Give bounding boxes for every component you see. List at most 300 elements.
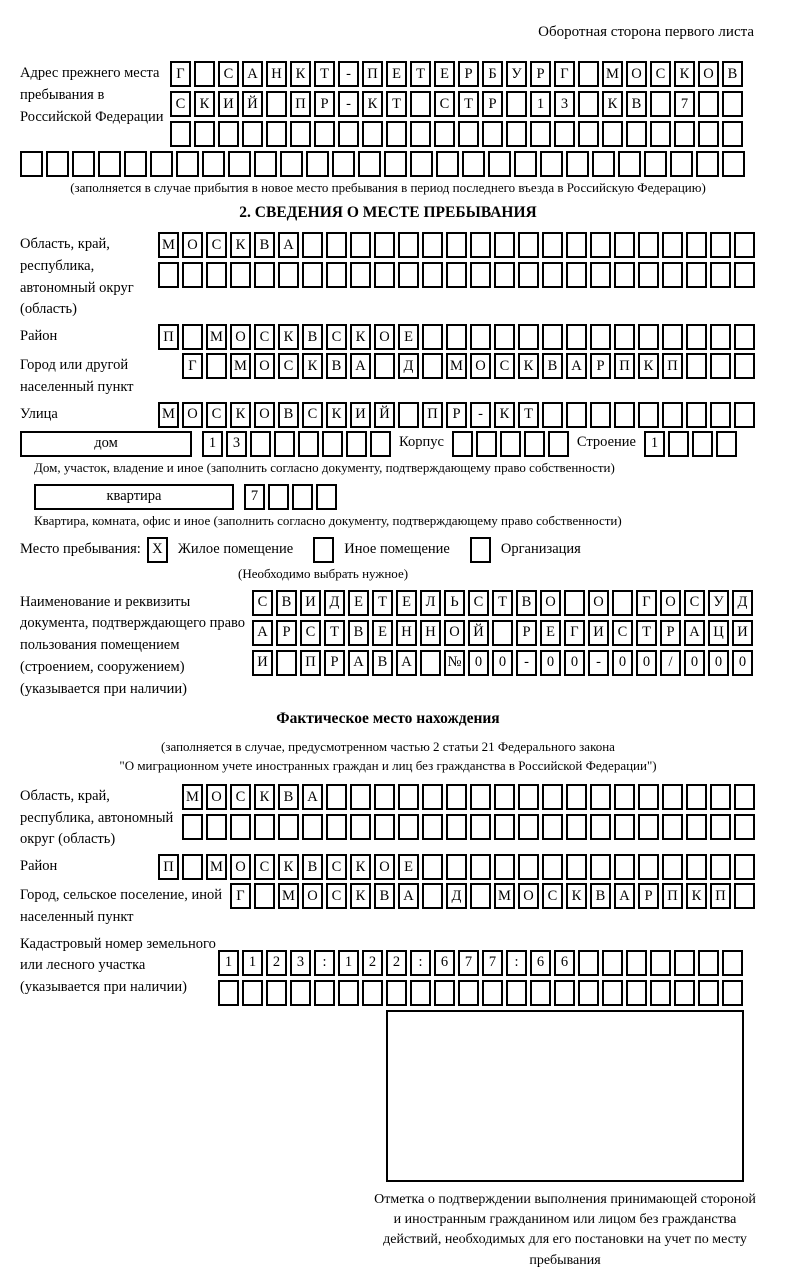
char-cell — [638, 402, 659, 428]
char-cell: П — [158, 854, 179, 880]
char-cell: : — [506, 950, 527, 976]
fact-gorod-label: Город, сельское поселение, иной населенный пункт — [20, 887, 223, 925]
char-cell — [710, 814, 731, 840]
char-cell — [338, 980, 359, 1006]
char-cell — [644, 151, 667, 177]
char-cell: С — [218, 61, 239, 87]
char-cell — [436, 151, 459, 177]
char-cell: А — [252, 620, 273, 646]
char-cell — [566, 151, 589, 177]
char-cell — [206, 814, 227, 840]
page-header: Оборотная сторона первого листа — [538, 24, 754, 40]
char-cell: М — [206, 854, 227, 880]
char-cell: 3 — [226, 431, 247, 457]
char-cell: Н — [396, 620, 417, 646]
char-cell: У — [506, 61, 527, 87]
char-cell: П — [614, 353, 635, 379]
char-cell — [590, 784, 611, 810]
char-cell — [518, 784, 539, 810]
char-cell: Г — [554, 61, 575, 87]
korpus-label: Корпус — [399, 433, 444, 450]
char-cell — [218, 980, 239, 1006]
char-cell: Р — [458, 61, 479, 87]
char-cell: О — [374, 324, 395, 350]
char-cell — [518, 324, 539, 350]
char-cell: М — [602, 61, 623, 87]
char-cell: 3 — [290, 950, 311, 976]
char-cell — [710, 232, 731, 258]
char-cell — [662, 814, 683, 840]
char-cell — [626, 950, 647, 976]
char-cell — [662, 402, 683, 428]
char-cell: В — [516, 590, 537, 616]
char-cell — [182, 262, 203, 288]
char-cell — [422, 814, 443, 840]
char-cell: 3 — [554, 91, 575, 117]
char-cell — [274, 431, 295, 457]
char-cell: К — [362, 91, 383, 117]
char-cell — [446, 262, 467, 288]
char-cell — [398, 262, 419, 288]
char-cell — [638, 262, 659, 288]
char-cell: Д — [732, 590, 753, 616]
char-cell — [446, 854, 467, 880]
char-cell: А — [278, 232, 299, 258]
char-cell: № — [444, 650, 465, 676]
char-cell: 2 — [266, 950, 287, 976]
char-cell: С — [206, 402, 227, 428]
char-cell: С — [302, 402, 323, 428]
fact-caption-line2: "О миграционном учете иностранных граждан и лиц без гражданства в Российской Федерации") — [119, 758, 657, 774]
dom-field — [20, 431, 756, 457]
char-cell: С — [326, 854, 347, 880]
fact-oblast-row-2 — [182, 814, 755, 840]
char-cell: С — [326, 324, 347, 350]
char-cell — [592, 151, 615, 177]
char-cell — [530, 980, 551, 1006]
char-cell — [566, 784, 587, 810]
char-cell — [662, 324, 683, 350]
char-cell — [494, 784, 515, 810]
char-cell — [494, 854, 515, 880]
char-cell — [578, 980, 599, 1006]
char-cell — [326, 262, 347, 288]
char-cell: С — [230, 784, 251, 810]
char-cell — [470, 232, 491, 258]
char-cell: О — [626, 61, 647, 87]
char-cell: К — [566, 883, 587, 909]
char-cell: Р — [324, 650, 345, 676]
char-cell: Т — [410, 61, 431, 87]
char-cell: В — [348, 620, 369, 646]
char-cell: С — [684, 590, 705, 616]
char-cell — [542, 784, 563, 810]
char-cell: Е — [348, 590, 369, 616]
ulitsa-row — [158, 402, 755, 428]
char-cell: М — [158, 232, 179, 258]
char-cell — [614, 232, 635, 258]
char-cell — [518, 854, 539, 880]
char-cell: А — [398, 883, 419, 909]
char-cell: Й — [468, 620, 489, 646]
char-cell — [566, 232, 587, 258]
char-cell — [686, 854, 707, 880]
char-cell: 1 — [202, 431, 223, 457]
char-cell — [710, 402, 731, 428]
stamp-caption: Отметка о подтверждении выполнения принимающей стороной и иностранным гражданином или лицом без гражданства действий, необходимых для его постановки на учет по месту пребывания — [374, 1191, 756, 1268]
char-cell: Р — [638, 883, 659, 909]
char-cell — [602, 980, 623, 1006]
char-cell — [662, 784, 683, 810]
char-cell: : — [314, 950, 335, 976]
char-cell — [542, 232, 563, 258]
char-cell — [662, 262, 683, 288]
char-cell — [462, 151, 485, 177]
char-cell: А — [396, 650, 417, 676]
char-cell: П — [422, 402, 443, 428]
char-cell: 2 — [362, 950, 383, 976]
stamp-section — [374, 1010, 756, 1271]
char-cell — [242, 121, 263, 147]
char-cell: Р — [446, 402, 467, 428]
char-cell — [326, 784, 347, 810]
inoe-label: Иное помещение — [344, 541, 450, 557]
char-cell — [346, 431, 367, 457]
char-cell — [530, 121, 551, 147]
char-cell: В — [326, 353, 347, 379]
char-cell — [228, 151, 251, 177]
char-cell — [362, 121, 383, 147]
char-cell — [290, 121, 311, 147]
char-cell — [470, 784, 491, 810]
char-cell — [306, 151, 329, 177]
char-cell: 1 — [218, 950, 239, 976]
char-cell — [254, 883, 275, 909]
char-cell — [710, 353, 731, 379]
fact-caption-line1: (заполняется в случае, предусмотренном частью 2 статьи 21 Федерального закона — [161, 739, 615, 755]
char-cell: С — [612, 620, 633, 646]
doc-label: Наименование и реквизиты документа, подтверждающего право пользования помещением (строением, сооружением) (указывается при наличии) — [20, 593, 246, 697]
char-cell — [292, 484, 313, 510]
char-cell — [618, 151, 641, 177]
char-cell: 6 — [434, 950, 455, 976]
char-cell — [734, 232, 755, 258]
char-cell: - — [516, 650, 537, 676]
char-cell — [20, 151, 43, 177]
char-cell: И — [300, 590, 321, 616]
kvartira-label-box: квартира — [34, 484, 234, 510]
prev-address-row-4 — [20, 151, 756, 177]
char-cell — [614, 402, 635, 428]
char-cell: В — [302, 324, 323, 350]
char-cell — [518, 232, 539, 258]
char-cell: К — [686, 883, 707, 909]
char-cell: В — [278, 784, 299, 810]
char-cell: В — [626, 91, 647, 117]
char-cell: П — [362, 61, 383, 87]
char-cell — [410, 91, 431, 117]
char-cell: Н — [266, 61, 287, 87]
char-cell — [518, 262, 539, 288]
char-cell: Д — [324, 590, 345, 616]
char-cell: К — [326, 402, 347, 428]
char-cell — [302, 814, 323, 840]
char-cell: Е — [398, 324, 419, 350]
char-cell: О — [470, 353, 491, 379]
char-cell: Т — [636, 620, 657, 646]
char-cell — [302, 262, 323, 288]
char-cell — [506, 980, 527, 1006]
fact-gorod-field — [20, 883, 756, 929]
char-cell: С — [300, 620, 321, 646]
char-cell: О — [540, 590, 561, 616]
fact-gorod-row — [230, 883, 755, 909]
char-cell — [494, 324, 515, 350]
char-cell — [250, 431, 271, 457]
char-cell: 0 — [540, 650, 561, 676]
char-cell: Й — [374, 402, 395, 428]
char-cell: Т — [324, 620, 345, 646]
char-cell: 1 — [242, 950, 263, 976]
char-cell — [722, 950, 743, 976]
char-cell — [182, 814, 203, 840]
char-cell: А — [566, 353, 587, 379]
char-cell — [158, 262, 179, 288]
char-cell: П — [158, 324, 179, 350]
char-cell — [494, 232, 515, 258]
char-cell — [578, 950, 599, 976]
char-cell: - — [470, 402, 491, 428]
char-cell — [716, 431, 737, 457]
char-cell: 1 — [338, 950, 359, 976]
char-cell — [662, 854, 683, 880]
char-cell: О — [374, 854, 395, 880]
char-cell — [614, 854, 635, 880]
char-cell: Е — [396, 590, 417, 616]
char-cell — [734, 784, 755, 810]
char-cell: Г — [170, 61, 191, 87]
char-cell — [124, 151, 147, 177]
char-cell: С — [254, 324, 275, 350]
char-cell: К — [350, 324, 371, 350]
char-cell: О — [182, 402, 203, 428]
char-cell — [542, 814, 563, 840]
char-cell — [692, 431, 713, 457]
char-cell: О — [660, 590, 681, 616]
char-cell: 7 — [244, 484, 265, 510]
char-cell — [626, 121, 647, 147]
char-cell — [242, 980, 263, 1006]
char-cell — [370, 431, 391, 457]
char-cell — [384, 151, 407, 177]
char-cell: 0 — [492, 650, 513, 676]
mesto-hint: (Необходимо выбрать нужное) — [238, 565, 409, 581]
char-cell: В — [276, 590, 297, 616]
char-cell — [202, 151, 225, 177]
char-cell: 0 — [468, 650, 489, 676]
char-cell — [350, 814, 371, 840]
char-cell — [314, 980, 335, 1006]
char-cell — [492, 620, 513, 646]
prev-address-rows — [170, 61, 743, 147]
char-cell: П — [662, 883, 683, 909]
checkbox-organizatsiya — [470, 537, 491, 563]
char-cell: Д — [446, 883, 467, 909]
char-cell — [506, 91, 527, 117]
char-cell — [514, 151, 537, 177]
doc-row-1 — [252, 590, 753, 616]
char-cell — [434, 121, 455, 147]
kvartira-caption: Квартира, комната, офис и иное (заполнить согласно документу, подтверждающему право собственности) — [34, 512, 622, 528]
section2-title: 2. СВЕДЕНИЯ О МЕСТЕ ПРЕБЫВАНИЯ — [239, 204, 537, 221]
char-cell: Г — [564, 620, 585, 646]
char-cell — [638, 232, 659, 258]
char-cell: Г — [230, 883, 251, 909]
char-cell: 6 — [554, 950, 575, 976]
char-cell — [150, 151, 173, 177]
char-cell — [182, 324, 203, 350]
fact-rayon-field — [20, 854, 756, 880]
char-cell — [470, 262, 491, 288]
char-cell — [350, 784, 371, 810]
char-cell — [614, 262, 635, 288]
char-cell — [518, 814, 539, 840]
char-cell: О — [444, 620, 465, 646]
char-cell — [698, 121, 719, 147]
char-cell — [638, 814, 659, 840]
oblast-row-2 — [158, 262, 755, 288]
stamp-area — [386, 1010, 744, 1182]
char-cell — [540, 151, 563, 177]
char-cell: М — [206, 324, 227, 350]
char-cell: М — [278, 883, 299, 909]
char-cell — [170, 121, 191, 147]
char-cell: Р — [314, 91, 335, 117]
char-cell: Г — [182, 353, 203, 379]
char-cell — [696, 151, 719, 177]
char-cell — [254, 262, 275, 288]
char-cell: А — [350, 353, 371, 379]
checkbox-inoe — [313, 537, 334, 563]
char-cell — [548, 431, 569, 457]
char-cell — [686, 402, 707, 428]
char-cell — [470, 814, 491, 840]
char-cell — [374, 784, 395, 810]
char-cell — [668, 431, 689, 457]
char-cell — [698, 980, 719, 1006]
char-cell — [686, 353, 707, 379]
char-cell — [524, 431, 545, 457]
char-cell: Р — [660, 620, 681, 646]
char-cell: 2 — [386, 950, 407, 976]
char-cell — [446, 324, 467, 350]
char-cell: О — [182, 232, 203, 258]
char-cell: Р — [516, 620, 537, 646]
char-cell — [670, 151, 693, 177]
char-cell — [674, 980, 695, 1006]
ulitsa-field — [20, 402, 756, 428]
fact-caption — [20, 738, 756, 776]
char-cell — [326, 232, 347, 258]
char-cell — [194, 61, 215, 87]
organizatsiya-label: Организация — [500, 541, 581, 557]
char-cell: 1 — [530, 91, 551, 117]
char-cell: О — [588, 590, 609, 616]
char-cell — [710, 784, 731, 810]
char-cell: М — [494, 883, 515, 909]
char-cell — [350, 232, 371, 258]
gorod-field — [20, 353, 756, 399]
char-cell — [410, 151, 433, 177]
char-cell — [590, 262, 611, 288]
char-cell — [422, 883, 443, 909]
doc-row-3 — [252, 650, 753, 676]
char-cell: К — [302, 353, 323, 379]
char-cell: Т — [386, 91, 407, 117]
char-cell — [602, 121, 623, 147]
char-cell: С — [326, 883, 347, 909]
char-cell — [446, 784, 467, 810]
char-cell — [564, 590, 585, 616]
char-cell — [638, 854, 659, 880]
char-cell: К — [494, 402, 515, 428]
oblast-row-1 — [158, 232, 755, 258]
char-cell: Е — [372, 620, 393, 646]
char-cell — [650, 91, 671, 117]
char-cell: О — [230, 854, 251, 880]
char-cell: Т — [492, 590, 513, 616]
char-cell — [290, 980, 311, 1006]
char-cell: К — [278, 854, 299, 880]
char-cell — [614, 784, 635, 810]
char-cell — [554, 121, 575, 147]
char-cell: К — [278, 324, 299, 350]
char-cell: / — [660, 650, 681, 676]
char-cell — [722, 91, 743, 117]
char-cell — [230, 814, 251, 840]
char-cell: К — [674, 61, 695, 87]
char-cell — [482, 980, 503, 1006]
char-cell — [314, 121, 335, 147]
char-cell: В — [302, 854, 323, 880]
char-cell — [422, 262, 443, 288]
kadastr-label: Кадастровый номер земельного или лесного участка (указывается при наличии) — [20, 935, 216, 996]
char-cell: М — [230, 353, 251, 379]
char-cell — [230, 262, 251, 288]
char-cell — [266, 91, 287, 117]
char-cell: И — [732, 620, 753, 646]
gorod-label: Город или другой населенный пункт — [20, 357, 134, 395]
char-cell: В — [722, 61, 743, 87]
doc-field — [20, 590, 756, 701]
char-cell — [218, 121, 239, 147]
char-cell — [266, 121, 287, 147]
char-cell: И — [252, 650, 273, 676]
fact-oblast-field — [20, 784, 756, 851]
char-cell — [578, 61, 599, 87]
char-cell: М — [182, 784, 203, 810]
char-cell — [350, 262, 371, 288]
char-cell: П — [300, 650, 321, 676]
char-cell: 6 — [530, 950, 551, 976]
char-cell — [470, 324, 491, 350]
char-cell — [612, 590, 633, 616]
char-cell: С — [206, 232, 227, 258]
char-cell — [614, 814, 635, 840]
char-cell — [638, 324, 659, 350]
prev-address-row-2 — [170, 91, 743, 117]
rayon-label: Район — [20, 328, 58, 344]
